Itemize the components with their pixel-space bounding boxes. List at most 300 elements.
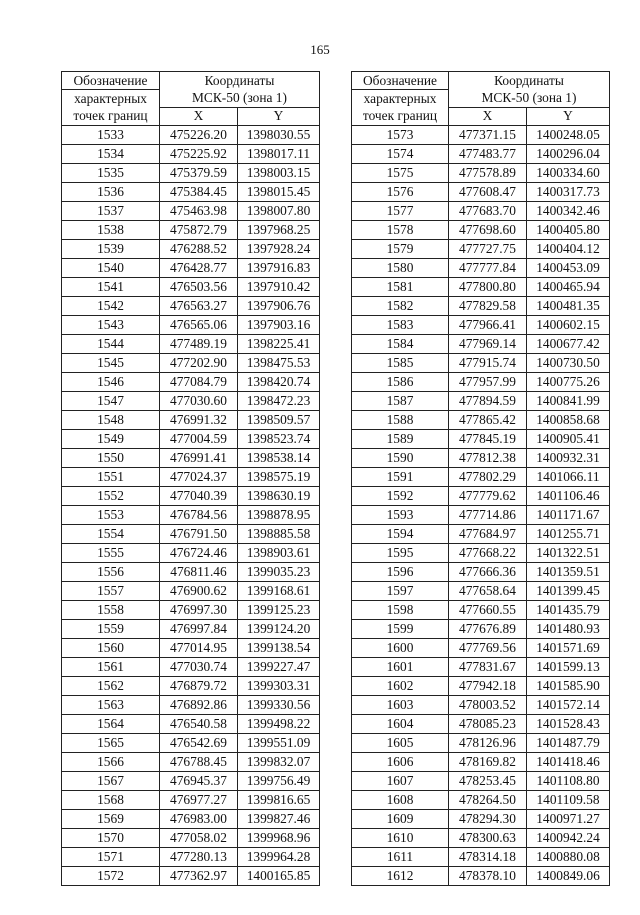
y-coordinate-cell: 1401066.11 xyxy=(527,467,610,486)
point-number-cell: 1589 xyxy=(352,429,449,448)
x-coordinate-cell: 477779.62 xyxy=(449,486,527,505)
x-coordinate-cell: 477489.19 xyxy=(160,334,238,353)
x-coordinate-cell: 476542.69 xyxy=(160,733,238,752)
y-coordinate-cell: 1397968.25 xyxy=(238,220,320,239)
point-number-cell: 1591 xyxy=(352,467,449,486)
table-row xyxy=(352,334,610,353)
x-coordinate-cell: 477957.99 xyxy=(449,372,527,391)
x-coordinate-cell: 477915.74 xyxy=(449,353,527,372)
point-number-cell: 1569 xyxy=(62,809,160,828)
x-coordinate-cell: 478378.10 xyxy=(449,866,527,885)
y-coordinate-cell: 1397928.24 xyxy=(238,239,320,258)
point-number-cell: 1576 xyxy=(352,182,449,201)
y-coordinate-cell: 1401109.58 xyxy=(527,790,610,809)
point-number-cell: 1584 xyxy=(352,334,449,353)
x-coordinate-cell: 477483.77 xyxy=(449,144,527,163)
x-coordinate-cell: 476563.27 xyxy=(160,296,238,315)
x-coordinate-cell: 475872.79 xyxy=(160,220,238,239)
y-coordinate-cell: 1400971.27 xyxy=(527,809,610,828)
y-coordinate-cell: 1400296.04 xyxy=(527,144,610,163)
table-row xyxy=(352,581,610,600)
x-coordinate-cell: 475225.92 xyxy=(160,144,238,163)
point-number-cell: 1597 xyxy=(352,581,449,600)
point-number-cell: 1612 xyxy=(352,866,449,885)
table-row xyxy=(62,315,320,334)
point-number-cell: 1546 xyxy=(62,372,160,391)
x-coordinate-cell: 477942.18 xyxy=(449,676,527,695)
y-coordinate-cell: 1398630.19 xyxy=(238,486,320,505)
table-row xyxy=(352,619,610,638)
y-coordinate-cell: 1399968.96 xyxy=(238,828,320,847)
point-number-cell: 1581 xyxy=(352,277,449,296)
point-number-cell: 1592 xyxy=(352,486,449,505)
point-number-cell: 1594 xyxy=(352,524,449,543)
point-number-cell: 1536 xyxy=(62,182,160,201)
point-number-cell: 1579 xyxy=(352,239,449,258)
y-coordinate-cell: 1401480.93 xyxy=(527,619,610,638)
table-row xyxy=(352,657,610,676)
table-row xyxy=(352,277,610,296)
table-row xyxy=(62,239,320,258)
table-row xyxy=(62,733,320,752)
table-row xyxy=(352,847,610,866)
x-coordinate-cell: 478294.30 xyxy=(449,809,527,828)
y-coordinate-cell: 1398509.57 xyxy=(238,410,320,429)
table-row xyxy=(62,619,320,638)
designation-header-line1: Обозначение xyxy=(352,72,449,90)
y-coordinate-cell: 1400602.15 xyxy=(527,315,610,334)
point-number-cell: 1596 xyxy=(352,562,449,581)
point-number-cell: 1533 xyxy=(62,125,160,144)
x-coordinate-cell: 477058.02 xyxy=(160,828,238,847)
table-row xyxy=(352,315,610,334)
point-number-cell: 1611 xyxy=(352,847,449,866)
x-coordinate-cell: 478253.45 xyxy=(449,771,527,790)
point-number-cell: 1559 xyxy=(62,619,160,638)
y-coordinate-cell: 1400465.94 xyxy=(527,277,610,296)
y-coordinate-cell: 1400405.80 xyxy=(527,220,610,239)
coordinates-table-right xyxy=(351,71,610,886)
table-row xyxy=(352,125,610,144)
table-row xyxy=(62,296,320,315)
table-row xyxy=(62,429,320,448)
x-coordinate-cell: 478085.23 xyxy=(449,714,527,733)
point-number-cell: 1539 xyxy=(62,239,160,258)
point-number-cell: 1555 xyxy=(62,543,160,562)
y-coordinate-cell: 1397906.76 xyxy=(238,296,320,315)
y-coordinate-cell: 1400905.41 xyxy=(527,429,610,448)
y-coordinate-cell: 1400317.73 xyxy=(527,182,610,201)
y-coordinate-cell: 1399498.22 xyxy=(238,714,320,733)
x-coordinate-cell: 477966.41 xyxy=(449,315,527,334)
x-coordinate-cell: 476879.72 xyxy=(160,676,238,695)
point-number-cell: 1605 xyxy=(352,733,449,752)
table-row xyxy=(352,809,610,828)
point-number-cell: 1549 xyxy=(62,429,160,448)
table-row xyxy=(352,144,610,163)
table-row xyxy=(62,334,320,353)
table-row xyxy=(352,771,610,790)
x-column-header: X xyxy=(160,107,238,125)
x-coordinate-cell: 475463.98 xyxy=(160,201,238,220)
table-row xyxy=(62,752,320,771)
table-row xyxy=(352,695,610,714)
y-coordinate-cell: 1397910.42 xyxy=(238,277,320,296)
point-number-cell: 1573 xyxy=(352,125,449,144)
y-coordinate-cell: 1401399.45 xyxy=(527,581,610,600)
table-row xyxy=(62,714,320,733)
x-coordinate-cell: 476788.45 xyxy=(160,752,238,771)
y-coordinate-cell: 1398475.53 xyxy=(238,353,320,372)
x-coordinate-cell: 477578.89 xyxy=(449,163,527,182)
y-coordinate-cell: 1399832.07 xyxy=(238,752,320,771)
point-number-cell: 1586 xyxy=(352,372,449,391)
point-number-cell: 1541 xyxy=(62,277,160,296)
y-coordinate-cell: 1400677.42 xyxy=(527,334,610,353)
x-coordinate-cell: 476540.58 xyxy=(160,714,238,733)
y-coordinate-cell: 1401255.71 xyxy=(527,524,610,543)
x-coordinate-cell: 476565.06 xyxy=(160,315,238,334)
designation-header-line2: характерных xyxy=(62,90,160,108)
table-row xyxy=(352,543,610,562)
table-row xyxy=(62,524,320,543)
table-row xyxy=(62,125,320,144)
point-number-cell: 1565 xyxy=(62,733,160,752)
x-coordinate-cell: 477660.55 xyxy=(449,600,527,619)
point-number-cell: 1564 xyxy=(62,714,160,733)
table-row xyxy=(62,258,320,277)
x-coordinate-cell: 476724.46 xyxy=(160,543,238,562)
point-number-cell: 1604 xyxy=(352,714,449,733)
y-coordinate-cell: 1399124.20 xyxy=(238,619,320,638)
y-coordinate-cell: 1398003.15 xyxy=(238,163,320,182)
point-number-cell: 1553 xyxy=(62,505,160,524)
y-coordinate-cell: 1399816.65 xyxy=(238,790,320,809)
x-coordinate-cell: 476991.32 xyxy=(160,410,238,429)
y-coordinate-cell: 1400849.06 xyxy=(527,866,610,885)
y-coordinate-cell: 1401418.46 xyxy=(527,752,610,771)
x-coordinate-cell: 477812.38 xyxy=(449,448,527,467)
table-row xyxy=(352,258,610,277)
x-coordinate-cell: 477658.64 xyxy=(449,581,527,600)
y-coordinate-cell: 1401106.46 xyxy=(527,486,610,505)
y-coordinate-cell: 1401599.13 xyxy=(527,657,610,676)
x-coordinate-cell: 477969.14 xyxy=(449,334,527,353)
point-number-cell: 1547 xyxy=(62,391,160,410)
y-coordinate-cell: 1400248.05 xyxy=(527,125,610,144)
x-coordinate-cell: 478314.18 xyxy=(449,847,527,866)
y-coordinate-cell: 1401572.14 xyxy=(527,695,610,714)
x-coordinate-cell: 477668.22 xyxy=(449,543,527,562)
x-coordinate-cell: 476503.56 xyxy=(160,277,238,296)
point-number-cell: 1578 xyxy=(352,220,449,239)
x-coordinate-cell: 477684.97 xyxy=(449,524,527,543)
y-coordinate-cell: 1399303.31 xyxy=(238,676,320,695)
table-row xyxy=(352,467,610,486)
point-number-cell: 1574 xyxy=(352,144,449,163)
point-number-cell: 1563 xyxy=(62,695,160,714)
table-row xyxy=(352,220,610,239)
table-body xyxy=(62,125,320,885)
point-number-cell: 1534 xyxy=(62,144,160,163)
point-number-cell: 1590 xyxy=(352,448,449,467)
table-row xyxy=(352,182,610,201)
table-row xyxy=(352,448,610,467)
y-coordinate-cell: 1401571.69 xyxy=(527,638,610,657)
y-coordinate-cell: 1401359.51 xyxy=(527,562,610,581)
table-row xyxy=(62,581,320,600)
table-row xyxy=(352,600,610,619)
x-coordinate-cell: 477714.86 xyxy=(449,505,527,524)
point-number-cell: 1588 xyxy=(352,410,449,429)
x-coordinate-cell: 475226.20 xyxy=(160,125,238,144)
table-row xyxy=(352,410,610,429)
y-coordinate-cell: 1400880.08 xyxy=(527,847,610,866)
y-column-header: Y xyxy=(238,107,320,125)
table-row xyxy=(62,448,320,467)
x-coordinate-cell: 477362.97 xyxy=(160,866,238,885)
point-number-cell: 1551 xyxy=(62,467,160,486)
table-row xyxy=(62,676,320,695)
point-number-cell: 1599 xyxy=(352,619,449,638)
point-number-cell: 1558 xyxy=(62,600,160,619)
y-coordinate-cell: 1397903.16 xyxy=(238,315,320,334)
point-number-cell: 1587 xyxy=(352,391,449,410)
point-number-cell: 1570 xyxy=(62,828,160,847)
y-coordinate-cell: 1399035.23 xyxy=(238,562,320,581)
point-number-cell: 1561 xyxy=(62,657,160,676)
table-row xyxy=(62,277,320,296)
x-coordinate-cell: 477666.36 xyxy=(449,562,527,581)
x-coordinate-cell: 477800.80 xyxy=(449,277,527,296)
table-row xyxy=(62,638,320,657)
y-coordinate-cell: 1399227.47 xyxy=(238,657,320,676)
y-coordinate-cell: 1397916.83 xyxy=(238,258,320,277)
table-row xyxy=(352,733,610,752)
table-row xyxy=(62,657,320,676)
table-row xyxy=(62,163,320,182)
point-number-cell: 1598 xyxy=(352,600,449,619)
y-coordinate-cell: 1399827.46 xyxy=(238,809,320,828)
point-number-cell: 1575 xyxy=(352,163,449,182)
x-coordinate-cell: 478003.52 xyxy=(449,695,527,714)
point-number-cell: 1610 xyxy=(352,828,449,847)
y-coordinate-cell: 1398575.19 xyxy=(238,467,320,486)
point-number-cell: 1548 xyxy=(62,410,160,429)
page-number: 165 xyxy=(310,42,330,57)
point-number-cell: 1545 xyxy=(62,353,160,372)
table-row xyxy=(62,543,320,562)
x-coordinate-cell: 476997.30 xyxy=(160,600,238,619)
x-coordinate-cell: 477030.60 xyxy=(160,391,238,410)
table-row xyxy=(352,239,610,258)
x-coordinate-cell: 476900.62 xyxy=(160,581,238,600)
point-number-cell: 1556 xyxy=(62,562,160,581)
x-coordinate-cell: 476977.27 xyxy=(160,790,238,809)
table-row xyxy=(62,201,320,220)
y-coordinate-cell: 1398017.11 xyxy=(238,144,320,163)
y-coordinate-cell: 1400481.35 xyxy=(527,296,610,315)
table-row xyxy=(62,391,320,410)
x-coordinate-cell: 477004.59 xyxy=(160,429,238,448)
point-number-cell: 1585 xyxy=(352,353,449,372)
table-row xyxy=(62,562,320,581)
y-coordinate-cell: 1398007.80 xyxy=(238,201,320,220)
y-coordinate-cell: 1399125.23 xyxy=(238,600,320,619)
designation-header-line2: характерных xyxy=(352,90,449,108)
x-coordinate-cell: 476945.37 xyxy=(160,771,238,790)
table-body xyxy=(352,125,610,885)
table-row xyxy=(62,505,320,524)
y-coordinate-cell: 1398523.74 xyxy=(238,429,320,448)
y-coordinate-cell: 1399330.56 xyxy=(238,695,320,714)
x-coordinate-cell: 477865.42 xyxy=(449,410,527,429)
point-number-cell: 1552 xyxy=(62,486,160,505)
designation-header-line3: точек границ xyxy=(352,107,449,125)
y-coordinate-cell: 1400841.99 xyxy=(527,391,610,410)
table-row xyxy=(352,752,610,771)
table-row xyxy=(352,676,610,695)
point-number-cell: 1582 xyxy=(352,296,449,315)
x-coordinate-cell: 477845.19 xyxy=(449,429,527,448)
x-coordinate-cell: 477802.29 xyxy=(449,467,527,486)
y-coordinate-cell: 1398878.95 xyxy=(238,505,320,524)
x-coordinate-cell: 477371.15 xyxy=(449,125,527,144)
x-coordinate-cell: 476791.50 xyxy=(160,524,238,543)
y-coordinate-cell: 1399756.49 xyxy=(238,771,320,790)
table-row xyxy=(352,638,610,657)
point-number-cell: 1603 xyxy=(352,695,449,714)
x-coordinate-cell: 476428.77 xyxy=(160,258,238,277)
point-number-cell: 1566 xyxy=(62,752,160,771)
point-number-cell: 1609 xyxy=(352,809,449,828)
x-coordinate-cell: 477769.56 xyxy=(449,638,527,657)
table-row xyxy=(352,790,610,809)
table-row xyxy=(62,467,320,486)
table-row xyxy=(352,524,610,543)
table-row xyxy=(62,410,320,429)
table-row xyxy=(352,486,610,505)
x-coordinate-cell: 478264.50 xyxy=(449,790,527,809)
x-coordinate-cell: 476784.56 xyxy=(160,505,238,524)
table-row xyxy=(352,353,610,372)
designation-header-line3: точек границ xyxy=(62,107,160,125)
y-coordinate-cell: 1400334.60 xyxy=(527,163,610,182)
y-coordinate-cell: 1400932.31 xyxy=(527,448,610,467)
y-coordinate-cell: 1399168.61 xyxy=(238,581,320,600)
point-number-cell: 1562 xyxy=(62,676,160,695)
y-coordinate-cell: 1398885.58 xyxy=(238,524,320,543)
table-row xyxy=(62,809,320,828)
y-coordinate-cell: 1400942.24 xyxy=(527,828,610,847)
y-coordinate-cell: 1398472.23 xyxy=(238,391,320,410)
point-number-cell: 1567 xyxy=(62,771,160,790)
table-row xyxy=(62,372,320,391)
table-row xyxy=(62,220,320,239)
coordinate-system-header: МСК-50 (зона 1) xyxy=(160,90,320,108)
x-coordinate-cell: 477777.84 xyxy=(449,258,527,277)
x-coordinate-cell: 475379.59 xyxy=(160,163,238,182)
y-coordinate-cell: 1400730.50 xyxy=(527,353,610,372)
table-row xyxy=(62,144,320,163)
x-coordinate-cell: 476983.00 xyxy=(160,809,238,828)
point-number-cell: 1550 xyxy=(62,448,160,467)
point-number-cell: 1535 xyxy=(62,163,160,182)
table-row xyxy=(352,391,610,410)
point-number-cell: 1554 xyxy=(62,524,160,543)
point-number-cell: 1593 xyxy=(352,505,449,524)
y-coordinate-cell: 1398030.55 xyxy=(238,125,320,144)
designation-header-line1: Обозначение xyxy=(62,72,160,90)
coordinates-table-left xyxy=(61,71,320,886)
y-coordinate-cell: 1400858.68 xyxy=(527,410,610,429)
table-row xyxy=(352,505,610,524)
y-coordinate-cell: 1398015.45 xyxy=(238,182,320,201)
point-number-cell: 1595 xyxy=(352,543,449,562)
y-coordinate-cell: 1401171.67 xyxy=(527,505,610,524)
y-coordinate-cell: 1401585.90 xyxy=(527,676,610,695)
y-coordinate-cell: 1400453.09 xyxy=(527,258,610,277)
point-number-cell: 1568 xyxy=(62,790,160,809)
y-coordinate-cell: 1401322.51 xyxy=(527,543,610,562)
point-number-cell: 1580 xyxy=(352,258,449,277)
y-coordinate-cell: 1398903.61 xyxy=(238,543,320,562)
x-coordinate-cell: 476811.46 xyxy=(160,562,238,581)
x-coordinate-cell: 476892.86 xyxy=(160,695,238,714)
table-row xyxy=(62,847,320,866)
x-coordinate-cell: 477202.90 xyxy=(160,353,238,372)
table-row xyxy=(62,600,320,619)
x-coordinate-cell: 477676.89 xyxy=(449,619,527,638)
y-coordinate-cell: 1398225.41 xyxy=(238,334,320,353)
x-coordinate-cell: 477280.13 xyxy=(160,847,238,866)
x-coordinate-cell: 476997.84 xyxy=(160,619,238,638)
x-coordinate-cell: 475384.45 xyxy=(160,182,238,201)
x-coordinate-cell: 477608.47 xyxy=(449,182,527,201)
x-coordinate-cell: 477894.59 xyxy=(449,391,527,410)
x-coordinate-cell: 477698.60 xyxy=(449,220,527,239)
y-coordinate-cell: 1400404.12 xyxy=(527,239,610,258)
point-number-cell: 1583 xyxy=(352,315,449,334)
coordinates-header: Координаты xyxy=(449,72,610,90)
coordinate-system-header: МСК-50 (зона 1) xyxy=(449,90,610,108)
point-number-cell: 1577 xyxy=(352,201,449,220)
x-coordinate-cell: 477829.58 xyxy=(449,296,527,315)
y-coordinate-cell: 1398420.74 xyxy=(238,372,320,391)
table-row xyxy=(62,828,320,847)
table-row xyxy=(62,486,320,505)
y-coordinate-cell: 1399964.28 xyxy=(238,847,320,866)
y-coordinate-cell: 1401435.79 xyxy=(527,600,610,619)
x-coordinate-cell: 477024.37 xyxy=(160,467,238,486)
y-coordinate-cell: 1400342.46 xyxy=(527,201,610,220)
table-row xyxy=(62,182,320,201)
point-number-cell: 1572 xyxy=(62,866,160,885)
y-coordinate-cell: 1400775.26 xyxy=(527,372,610,391)
point-number-cell: 1606 xyxy=(352,752,449,771)
x-coordinate-cell: 477084.79 xyxy=(160,372,238,391)
point-number-cell: 1543 xyxy=(62,315,160,334)
table-row xyxy=(62,695,320,714)
table-row xyxy=(352,866,610,885)
table-row xyxy=(352,372,610,391)
x-coordinate-cell: 477040.39 xyxy=(160,486,238,505)
coordinates-header: Координаты xyxy=(160,72,320,90)
point-number-cell: 1600 xyxy=(352,638,449,657)
point-number-cell: 1540 xyxy=(62,258,160,277)
point-number-cell: 1571 xyxy=(62,847,160,866)
x-coordinate-cell: 478169.82 xyxy=(449,752,527,771)
